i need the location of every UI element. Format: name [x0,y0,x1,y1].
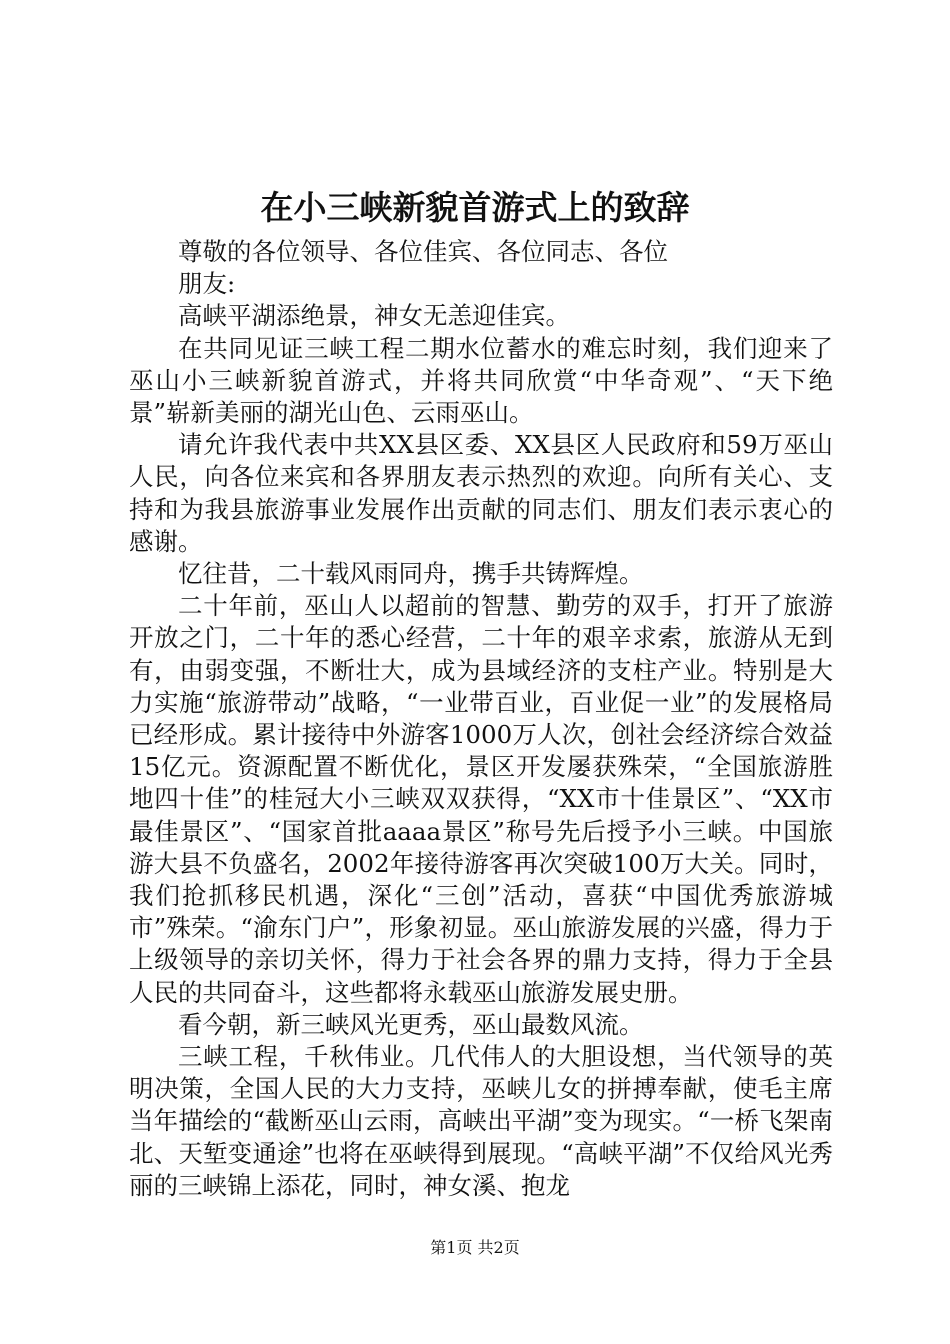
body-paragraph: 在共同见证三峡工程二期水位蓄水的难忘时刻，我们迎来了巫山小三峡新貌首游式，并将共同欣赏“中华奇观”、“天下绝景”崭新美丽的湖光山色、云雨巫山。 [129,333,833,428]
document-body [129,236,833,1202]
body-paragraph: 请允许我代表中共XX县区委、XX县区人民政府和59万巫山人民，向各位来宾和各界朋友表示热烈的欢迎。向所有关心、支持和为我县旅游事业发展作出贡献的同志们、朋友们表示衷心的感谢。 [129,430,833,556]
body-paragraph: 高峡平湖添绝景，神女无恙迎佳宾。 [178,301,570,331]
salutation-continuation: 朋友: [178,269,236,299]
body-paragraph: 三峡工程，千秋伟业。几代伟人的大胆设想，当代领导的英明决策，全国人民的大力支持，巫峡儿女的拼搏奉献，使毛主席当年描绘的“截断巫山云雨，高峡出平湖”变为现实。“一桥飞架南北、天堑变通途”也将在巫峡得到展现。“高峡平湖”不仅给风光秀丽的三峡锦上添花，同时，神女溪、抱龙 [129,1042,833,1200]
body-paragraph: 忆往昔，二十载风雨同舟，携手共铸辉煌。 [178,559,644,589]
body-paragraph: 看今朝，新三峡风光更秀，巫山最数风流。 [178,1009,644,1039]
document-title: 在小三峡新貌首游式上的致辞 [260,188,690,227]
body-paragraph: 二十年前，巫山人以超前的智慧、勤劳的双手，打开了旅游开放之门，二十年的悉心经营，二十年的艰辛求索，旅游从无到有，由弱变强，不断壮大，成为县域经济的支柱产业。特别是大力实施“旅游带动”战略，“一业带百业，百业促一业”的发展格局已经形成。累计接待中外游客1000万人次，创社会经济综合效益15亿元。资源配置不断优化，景区开发屡获殊荣，“全国旅游胜地四十佳”的桂冠大小三峡双双获得，“XX市十佳景区”、“XX市最佳景区”、“国家首批aaaa景区”称号先后授予小三峡。中国旅游大县不负盛名，2002年接待游客再次突破100万大关。同时，我们抢抓移民机遇，深化“三创”活动，喜获“中国优秀旅游城市”殊荣。“渝东门户”，形象初显。巫山旅游发展的兴盛，得力于上级领导的亲切关怀，得力于社会各界的鼎力支持，得力于全县人民的共同奋斗，这些都将永载巫山旅游发展史册。 [129,591,833,1007]
page-footer: 第1页 共2页 [430,1238,520,1257]
salutation-line: 尊敬的各位领导、各位佳宾、各位同志、各位 [178,237,668,266]
